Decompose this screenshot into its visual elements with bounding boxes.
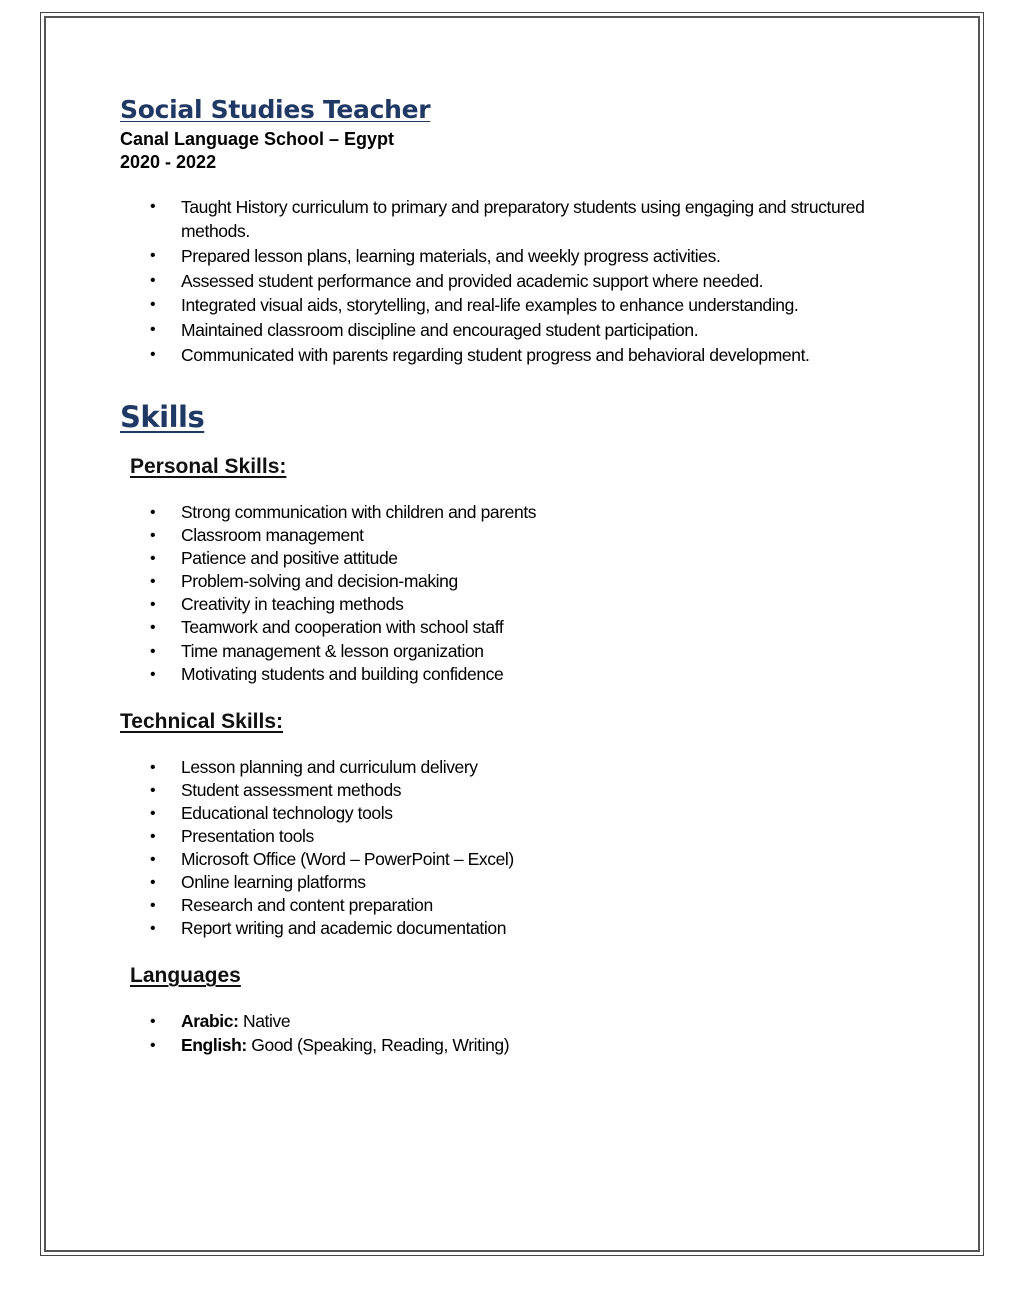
bullet-icon: •: [150, 1013, 156, 1031]
bullet-icon: •: [150, 804, 156, 822]
bullet-icon: •: [150, 527, 156, 545]
bullet-icon: •: [150, 271, 156, 289]
employer: Canal Language School – Egypt: [120, 129, 395, 149]
employment-period: 2020 - 2022: [120, 152, 217, 172]
bullet-icon: •: [150, 874, 156, 892]
bullet-icon: •: [150, 198, 156, 215]
bullet-icon: •: [150, 828, 156, 846]
list-item: • Strong communication with children and parents: [120, 501, 900, 524]
list-item: • Problem-solving and decision-making: [120, 570, 900, 593]
languages-heading: Languages: [130, 964, 241, 988]
bullet-icon: •: [150, 550, 156, 568]
bullet-icon: •: [150, 503, 156, 521]
language-level: Good (Speaking, Reading, Writing): [251, 1034, 510, 1055]
list-item: • Research and content preparation: [120, 894, 900, 917]
list-item: • Integrated visual aids, storytelling, and real-life examples to enhance understanding.: [150, 295, 799, 316]
list-item: • Taught History curriculum to primary and preparatory students using engaging and structured methods.: [150, 197, 865, 241]
skills-heading: Skills: [120, 399, 205, 434]
language-name: Arabic:: [181, 1011, 239, 1032]
technical-skills-heading: Technical Skills:: [120, 709, 284, 733]
bullet-icon: •: [150, 1036, 156, 1054]
list-item: • Prepared lesson plans, learning materials, and weekly progress activities.: [150, 245, 721, 266]
list-item: • Time management & lesson organization: [120, 640, 900, 663]
bullet-icon: •: [150, 758, 156, 776]
bullet-icon: •: [150, 246, 156, 264]
list-item: • Maintained classroom discipline and encouraged student participation.: [150, 320, 699, 341]
bullet-icon: •: [150, 920, 156, 938]
list-item: • Patience and positive attitude: [120, 547, 900, 570]
resume-content: [120, 92, 900, 1057]
list-item: [120, 1010, 900, 1033]
bullet-icon: •: [150, 851, 156, 869]
list-item: • Communicated with parents regarding student progress and behavioral development.: [150, 344, 810, 365]
personal-skills-heading: Personal Skills:: [130, 454, 287, 478]
list-item: • Assessed student performance and provided academic support where needed.: [150, 270, 764, 291]
list-item: • Presentation tools: [120, 825, 900, 848]
list-item: [120, 1034, 900, 1057]
language-name: English:: [181, 1034, 247, 1055]
personal-skills-list: [120, 501, 900, 686]
bullet-icon: •: [150, 897, 156, 915]
bullet-icon: •: [150, 619, 156, 637]
list-item: • Microsoft Office (Word – PowerPoint – Excel): [120, 848, 900, 871]
job-title: Social Studies Teacher: [120, 95, 431, 124]
bullet-icon: •: [150, 296, 156, 314]
list-item: • Lesson planning and curriculum delivery: [120, 756, 900, 779]
bullet-icon: •: [150, 596, 156, 614]
list-item: • Creativity in teaching methods: [120, 593, 900, 616]
list-item: • Classroom management: [120, 524, 900, 547]
bullet-icon: •: [150, 665, 156, 683]
list-item: • Teamwork and cooperation with school staff: [120, 616, 900, 639]
languages-list: [120, 1010, 900, 1056]
bullet-icon: •: [150, 642, 156, 660]
bullet-icon: •: [150, 573, 156, 591]
language-level: Native: [242, 1011, 291, 1032]
list-item: • Educational technology tools: [120, 802, 900, 825]
technical-skills-list: [120, 756, 900, 941]
list-item: • Online learning platforms: [120, 871, 900, 894]
list-item: • Report writing and academic documentation: [120, 917, 900, 940]
bullet-icon: •: [150, 345, 156, 363]
bullet-icon: •: [150, 781, 156, 799]
responsibilities-list: [120, 195, 900, 367]
list-item: • Motivating students and building confidence: [120, 663, 900, 686]
list-item: • Student assessment methods: [120, 779, 900, 802]
bullet-icon: •: [150, 321, 156, 339]
